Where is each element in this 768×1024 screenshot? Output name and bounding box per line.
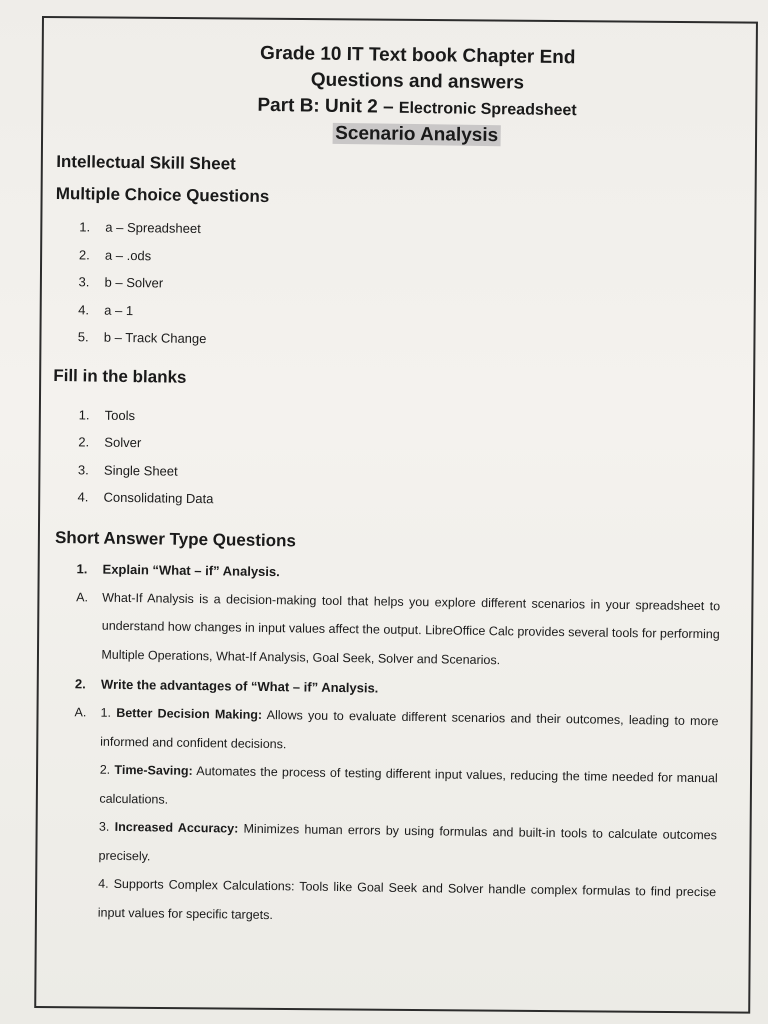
- mcq-heading: Multiple Choice Questions: [55, 183, 270, 206]
- sheet-heading: Intellectual Skill Sheet: [56, 151, 236, 174]
- item-number: 4.: [77, 489, 89, 505]
- point-number: 4.: [98, 876, 109, 891]
- item-text: b – Solver: [104, 274, 164, 291]
- item-text: Solver: [104, 434, 142, 451]
- question-number: 2.: [74, 676, 86, 692]
- item-number: 1.: [79, 219, 91, 235]
- answer-2: [72, 698, 719, 935]
- point-text: Minimizes human errors by using formulas and built-in tools to calculate outcomes precisely.: [98, 821, 718, 863]
- point-number: 3.: [98, 819, 110, 834]
- point-text: Supports Complex Calculations: Tools like Goal Seek and Solver handle complex formulas to find precise input values for specific targets.: [97, 876, 717, 922]
- short-answer-heading: Short Answer Type Questions: [54, 527, 297, 550]
- answer-label: A.: [74, 705, 87, 720]
- item-number: 3.: [78, 274, 90, 290]
- title-topic: Electronic Spreadsheet: [398, 99, 577, 120]
- item-number: 2.: [78, 246, 90, 262]
- document-content: [46, 38, 728, 935]
- point-text: Allows you to evaluate different scenarios and their outcomes, leading to more informed and confident decisions.: [100, 707, 719, 751]
- title-line-2: Questions and answers: [310, 69, 525, 94]
- title-highlight: Scenario Analysis: [332, 123, 501, 146]
- point-title: Increased Accuracy:: [114, 819, 239, 836]
- item-text: a – 1: [104, 302, 134, 318]
- item-text: Single Sheet: [103, 462, 178, 479]
- advantage-point: [100, 699, 719, 765]
- document-title: [137, 39, 698, 152]
- fill-list: [51, 400, 722, 519]
- point-number: 1.: [100, 705, 112, 720]
- item-number: 2.: [78, 434, 90, 450]
- advantage-point: [98, 870, 717, 936]
- point-title: Better Decision Making:: [116, 705, 263, 722]
- item-text: Tools: [104, 407, 136, 423]
- mcq-list: [54, 213, 726, 360]
- question-text: Explain “What – if” Analysis.: [102, 561, 280, 579]
- item-number: 1.: [78, 406, 90, 422]
- answer-text: What-If Analysis is a decision-making tool that helps you explore different scenarios in your spreadsheet to understand how changes in input values affect the output. LibreOffice Calc provides several tools for performing Multiple Operations, What-If Analysis, Goal Seek, Solver and Scenarios.: [101, 590, 721, 667]
- point-text: Automates the process of testing different input values, reducing the time needed for manual calculations.: [99, 763, 718, 807]
- item-text: b – Track Change: [103, 329, 207, 347]
- answer-1: [75, 583, 720, 677]
- question-number: 1.: [76, 560, 88, 576]
- item-text: Consolidating Data: [103, 489, 214, 507]
- short-q1: [49, 554, 721, 677]
- title-part: Part B: Unit 2 –: [257, 94, 400, 118]
- item-number: 4.: [78, 301, 90, 317]
- item-text: a – Spreadsheet: [105, 219, 201, 237]
- item-text: a – .ods: [104, 247, 152, 263]
- advantage-point: [99, 756, 718, 822]
- fill-heading: Fill in the blanks: [53, 365, 187, 387]
- item-number: 3.: [77, 461, 89, 477]
- answer-label: A.: [76, 589, 89, 604]
- point-title: Time-Saving:: [114, 762, 193, 778]
- advantage-point: [98, 813, 717, 879]
- item-number: 5.: [77, 329, 89, 345]
- title-line-1: Grade 10 IT Text book Chapter End: [259, 42, 576, 69]
- short-q2: [46, 670, 720, 935]
- point-number: 2.: [99, 762, 111, 777]
- question-text: Write the advantages of “What – if” Analysis.: [100, 676, 379, 696]
